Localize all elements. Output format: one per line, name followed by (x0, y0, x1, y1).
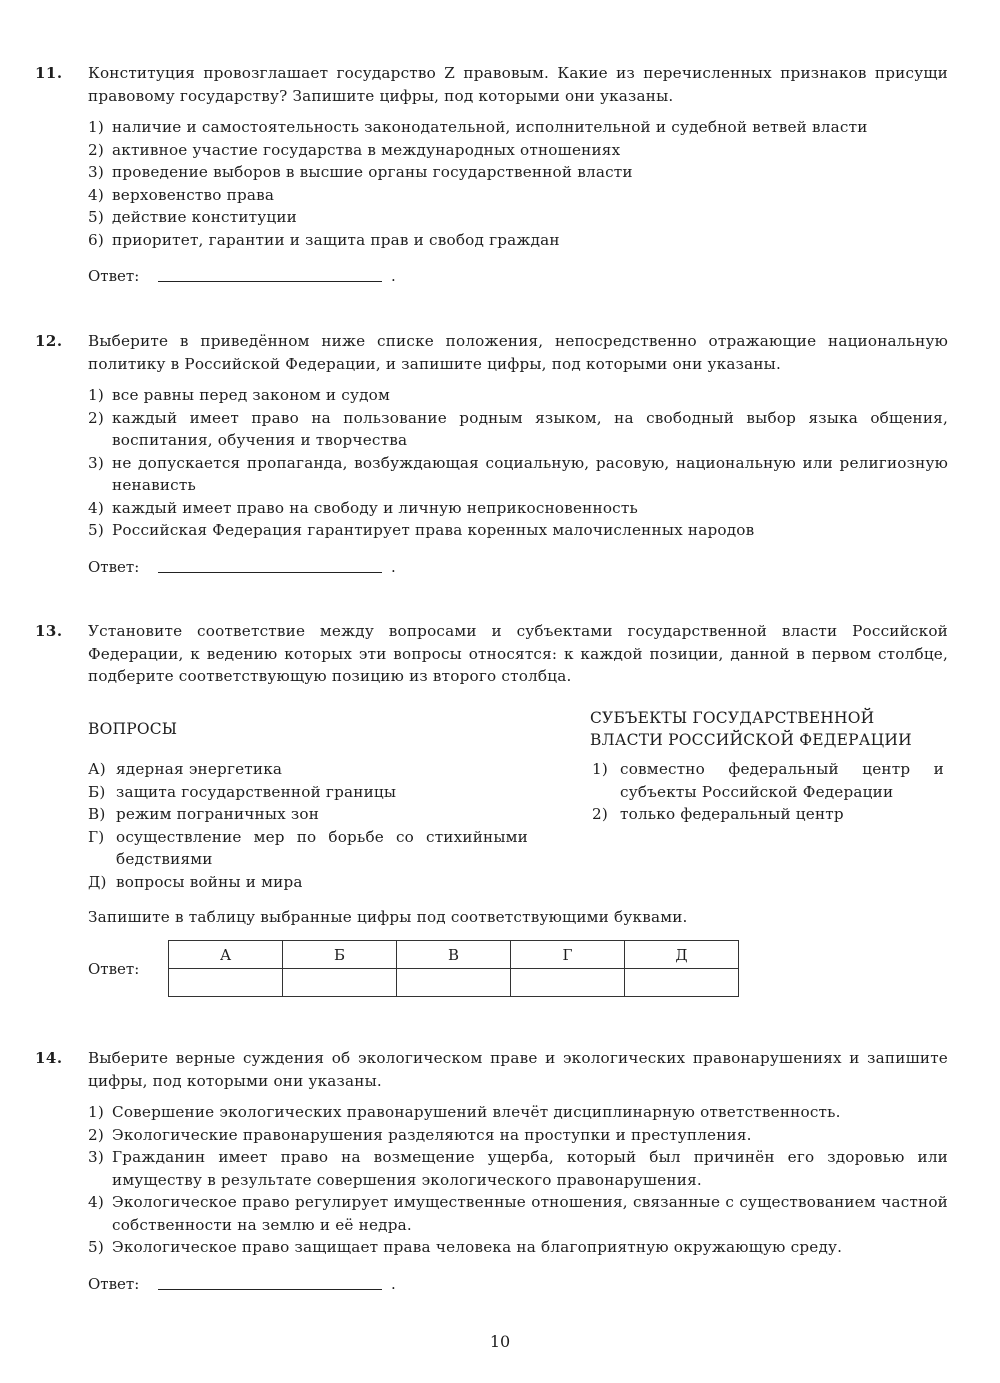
subject-item: 1) совместно федеральный центр и субъекты Российской Федерации (592, 760, 944, 801)
option-item: 5) Российская Федерация гарантирует права коренных малочисленных народов (88, 521, 755, 539)
question-item: В) режим пограничных зон (88, 805, 320, 823)
option-item: 3) Гражданин имеет право на возмещение ущерба, который был причинён его здоровью или имуществу в результате совершения экологического правонарушения. (88, 1148, 948, 1189)
option-item: 2) активное участие государства в международных отношениях (88, 140, 621, 159)
task-number: 12. (35, 332, 63, 350)
subjects-column-header: СУБЪЕКТЫ ГОСУДАРСТВЕННОЙ ВЛАСТИ РОССИЙСКОЙ ФЕДЕРАЦИИ (590, 709, 912, 749)
option-item: 5) действие конституции (88, 208, 297, 226)
options-list (88, 1101, 948, 1259)
option-item: 4) каждый имеет право на свободу и личную неприкосновенность (88, 498, 638, 517)
answer-table-header: В (397, 941, 511, 969)
task-stem: Установите соответствие между вопросами и субъектами государственной власти Российской Федерации, к ведению которых эти вопросы относятся: к каждой позиции, данной в первом столбце, подберите соответствующую позицию из второго столбца. (88, 622, 948, 685)
answer-table-header: Б (283, 941, 397, 969)
questions-column-header: ВОПРОСЫ (88, 720, 178, 738)
option-item: 1) наличие и самостоятельность законодательной, исполнительной и судебной ветвей власти (88, 118, 868, 136)
answer-cell[interactable] (511, 969, 625, 997)
option-item: 1) Совершение экологических правонарушений влечёт дисциплинарную ответственность. (88, 1103, 841, 1121)
table-instruction: Запишите в таблицу выбранные цифры под соответствующими буквами. (88, 908, 688, 926)
answer-table (168, 940, 739, 997)
answer-label: Ответ: (88, 557, 140, 576)
questions-list (88, 758, 528, 893)
answer-cell[interactable] (169, 969, 283, 997)
answer-table-header-row (169, 941, 739, 969)
question-item: Д) вопросы войны и мира (88, 872, 303, 891)
answer-table-header: Г (511, 941, 625, 969)
answer-label: Ответ: (88, 267, 140, 285)
option-item: 3) проведение выборов в высшие органы государственной власти (88, 163, 633, 181)
option-item: 4) верховенство права (88, 185, 275, 204)
answer-field: Ответ: . (88, 557, 396, 576)
answer-blank[interactable] (158, 572, 382, 573)
option-item: 4) Экологическое право регулирует имущественные отношения, связанные с существованием частной собственности на землю и её недра. (88, 1193, 948, 1234)
task-stem: Выберите в приведённом ниже списке положения, непосредственно отражающие национальную политику в Российской Федерации, и запишите цифры, под которыми они указаны. (88, 332, 948, 373)
answer-cell[interactable] (397, 969, 511, 997)
options-list (88, 116, 948, 251)
answer-cell[interactable] (625, 969, 739, 997)
subject-item: 2) только федеральный центр (592, 805, 844, 823)
answer-field: Ответ: . (88, 1274, 396, 1293)
answer-blank[interactable] (158, 1289, 382, 1290)
question-item: Г) осуществление мер по борьбе со стихийными бедствиями (88, 827, 528, 868)
options-list (88, 384, 948, 542)
question-item: Б) защита государственной границы (88, 782, 397, 801)
answer-table-header: А (169, 941, 283, 969)
option-item: 5) Экологическое право защищает права человека на благоприятную окружающую среду. (88, 1238, 843, 1256)
option-item: 1) все равны перед законом и судом (88, 386, 391, 404)
answer-label: Ответ: (88, 1274, 140, 1293)
task-number: 14. (35, 1049, 63, 1067)
option-item: 2) Экологические правонарушения разделяются на проступки и преступления. (88, 1125, 752, 1144)
answer-table-header: Д (625, 941, 739, 969)
option-item: 6) приоритет, гарантии и защита прав и свобод граждан (88, 230, 560, 249)
task-stem: Выберите верные суждения об экологическом праве и экологических правонарушениях и запишите цифры, под которыми они указаны. (88, 1049, 948, 1090)
answer-table-input-row (169, 969, 739, 997)
answer-label: Ответ: (88, 960, 140, 978)
task-number: 13. (35, 622, 63, 640)
answer-blank[interactable] (158, 281, 382, 282)
question-item: А) ядерная энергетика (88, 760, 283, 778)
subjects-list (592, 758, 944, 826)
task-stem: Конституция провозглашает государство Z правовым. Какие из перечисленных признаков присущи правовому государству? Запишите цифры, под которыми они указаны. (88, 64, 948, 105)
page-number: 10 (489, 1332, 511, 1351)
option-item: 2) каждый имеет право на пользование родным языком, на свободный выбор языка общения, воспитания, обучения и творчества (88, 408, 948, 449)
option-item: 3) не допускается пропаганда, возбуждающая социальную, расовую, национальную или религиозную ненависть (88, 453, 948, 494)
answer-field: Ответ: . (88, 267, 396, 285)
task-number: 11. (35, 64, 63, 82)
answer-cell[interactable] (283, 969, 397, 997)
